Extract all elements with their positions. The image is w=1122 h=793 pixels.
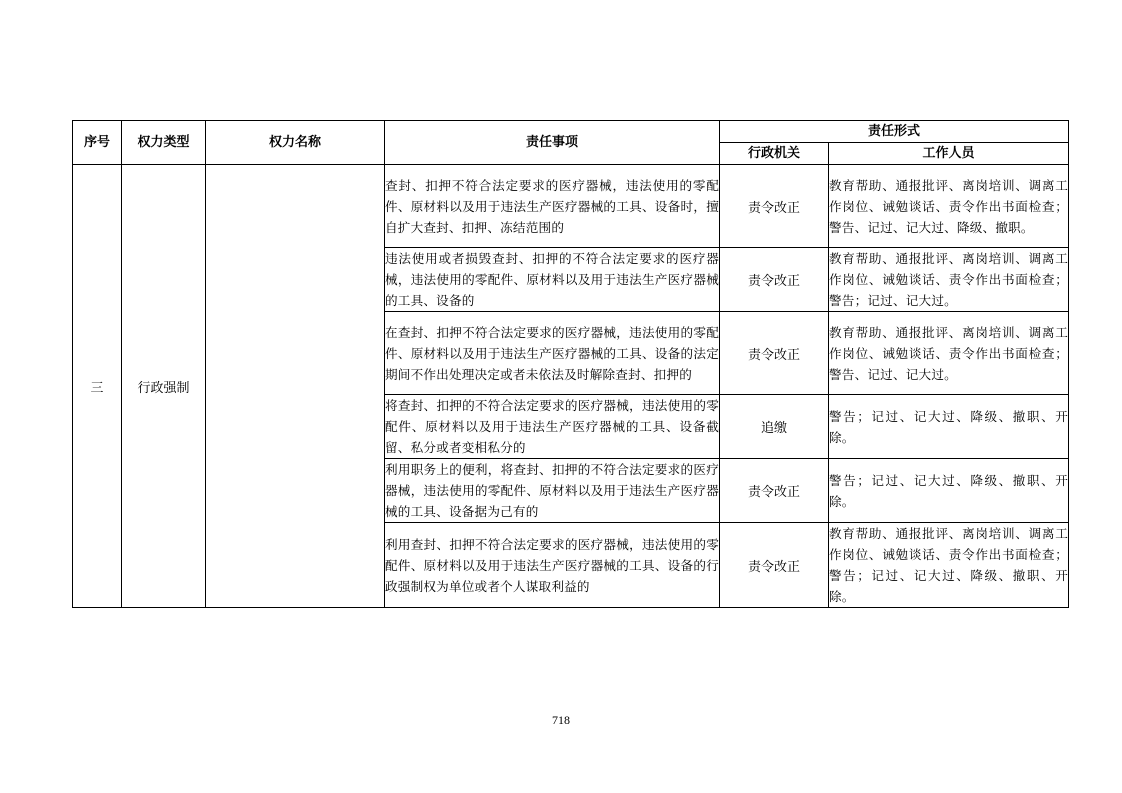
- group-seq: 三: [73, 165, 122, 608]
- header-form: 责任形式: [720, 121, 1069, 143]
- staff-cell: 教育帮助、通报批评、离岗培训、调离工作岗位、诫勉谈话、责令作出书面检查；警告、记过、记大过、降级、撤职。: [829, 165, 1069, 248]
- matter-cell: 利用职务上的便利，将查封、扣押的不符合法定要求的医疗器械，违法使用的零配件、原材料以及用于违法生产医疗器械的工具、设备据为己有的: [385, 459, 720, 523]
- header-power-name: 权力名称: [206, 121, 385, 165]
- header-row: [73, 121, 1069, 143]
- staff-cell: 警告；记过、记大过、降级、撤职、开除。: [829, 459, 1069, 523]
- agency-cell: 追缴: [720, 395, 829, 459]
- table-row: [73, 165, 1069, 248]
- responsibility-table: [72, 120, 1069, 608]
- agency-cell: 责令改正: [720, 459, 829, 523]
- group-power-name: [206, 165, 385, 608]
- header-seq: 序号: [73, 121, 122, 165]
- staff-cell: 教育帮助、通报批评、离岗培训、调离工作岗位、诫勉谈话、责令作出书面检查；警告；记过、记大过。: [829, 248, 1069, 312]
- matter-cell: 利用查封、扣押不符合法定要求的医疗器械，违法使用的零配件、原材料以及用于违法生产医疗器械的工具、设备的行政强制权为单位或者个人谋取利益的: [385, 523, 720, 608]
- staff-cell: 警告；记过、记大过、降级、撤职、开除。: [829, 395, 1069, 459]
- matter-cell: 查封、扣押不符合法定要求的医疗器械，违法使用的零配件、原材料以及用于违法生产医疗器械的工具、设备时，擅自扩大查封、扣押、冻结范围的: [385, 165, 720, 248]
- agency-cell: 责令改正: [720, 523, 829, 608]
- agency-cell: 责令改正: [720, 248, 829, 312]
- staff-cell: 教育帮助、通报批评、离岗培训、调离工作岗位、诫勉谈话、责令作出书面检查；警告、记过、记大过。: [829, 312, 1069, 395]
- header-matters: 责任事项: [385, 121, 720, 165]
- staff-cell: 教育帮助、通报批评、离岗培训、调离工作岗位、诫勉谈话、责令作出书面检查；警告；记过、记大过、降级、撤职、开除。: [829, 523, 1069, 608]
- header-power-type: 权力类型: [122, 121, 206, 165]
- page-number: 718: [552, 713, 570, 727]
- agency-cell: 责令改正: [720, 312, 829, 395]
- matter-cell: 将查封、扣押的不符合法定要求的医疗器械，违法使用的零配件、原材料以及用于违法生产医疗器械的工具、设备截留、私分或者变相私分的: [385, 395, 720, 459]
- matter-cell: 违法使用或者损毁查封、扣押的不符合法定要求的医疗器械，违法使用的零配件、原材料以及用于违法生产医疗器械的工具、设备的: [385, 248, 720, 312]
- header-agency: 行政机关: [720, 143, 829, 165]
- agency-cell: 责令改正: [720, 165, 829, 248]
- group-power-type: 行政强制: [122, 165, 206, 608]
- matter-cell: 在查封、扣押不符合法定要求的医疗器械，违法使用的零配件、原材料以及用于违法生产医疗器械的工具、设备的法定期间不作出处理决定或者未依法及时解除查封、扣押的: [385, 312, 720, 395]
- header-staff: 工作人员: [829, 143, 1069, 165]
